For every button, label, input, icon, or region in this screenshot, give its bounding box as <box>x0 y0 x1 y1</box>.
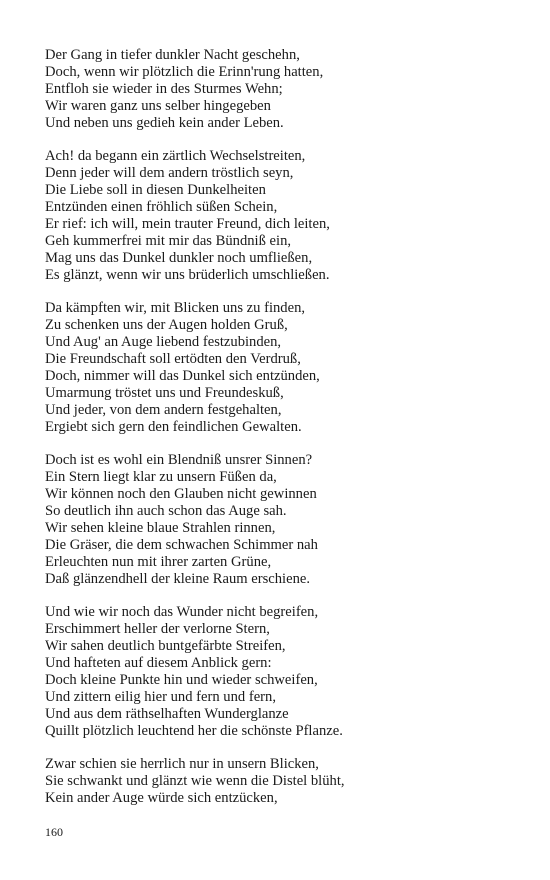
poem-line: Wir sehen kleine blaue Strahlen rinnen, <box>45 519 276 536</box>
poem-line: Ein Stern liegt klar zu unsern Füßen da, <box>45 469 277 486</box>
page-number: 160 <box>45 825 63 839</box>
poem-line: Und zittern eilig hier und fern und fern, <box>45 688 276 705</box>
poem-line: Mag uns das Dunkel dunkler noch umfließen, <box>45 249 313 266</box>
poem-line: Erleuchten nun mit ihrer zarten Grüne, <box>45 553 272 570</box>
poem-line: Und neben uns gedieh kein ander Leben. <box>45 114 284 131</box>
stanza-1 <box>45 47 525 131</box>
poem-line: Und aus dem räthselhaften Wunderglanze <box>45 705 289 722</box>
stanza-4 <box>45 452 525 587</box>
poem-line: Wir waren ganz uns selber hingegeben <box>45 97 271 114</box>
poem-line: Und jeder, von dem andern festgehalten, <box>45 401 282 418</box>
poem-line: Und hafteten auf diesem Anblick gern: <box>45 655 272 672</box>
poem-line: Zu schenken uns der Augen holden Gruß, <box>45 317 288 334</box>
poem-line: Da kämpften wir, mit Blicken uns zu finden, <box>45 300 306 317</box>
poem-line: Er rief: ich will, mein trauter Freund, dich leiten, <box>45 215 330 232</box>
stanza-5 <box>45 604 525 739</box>
poem-line: Sie schwankt und glänzt wie wenn die Distel blüht, <box>45 773 345 790</box>
poem-line: Ach! da begann ein zärtlich Wechselstreiten, <box>45 148 306 165</box>
poem-line: So deutlich ihn auch schon das Auge sah. <box>45 503 287 520</box>
poem-line: Doch, nimmer will das Dunkel sich entzünden, <box>45 367 320 384</box>
poem-text <box>45 47 525 824</box>
poem-line: Entzünden einen fröhlich süßen Schein, <box>45 199 278 216</box>
poem-line: Und wie wir noch das Wunder nicht begreifen, <box>45 604 319 621</box>
poem-line: Zwar schien sie herrlich nur in unsern Blicken, <box>45 756 319 773</box>
poem-line: Die Liebe soll in diesen Dunkelheiten <box>45 182 266 199</box>
poem-line: Und Aug' an Auge liebend festzubinden, <box>45 334 282 351</box>
poem-line: Die Gräser, die dem schwachen Schimmer nah <box>45 536 318 553</box>
stanza-6 <box>45 756 525 807</box>
poem-line: Doch ist es wohl ein Blendniß unsrer Sinnen? <box>45 452 313 469</box>
poem-line: Quillt plötzlich leuchtend her die schönste Pflanze. <box>45 722 343 739</box>
poem-line: Doch, wenn wir plötzlich die Erinn'rung hatten, <box>45 63 324 80</box>
poem-line: Ergiebt sich gern den feindlichen Gewalten. <box>45 418 302 435</box>
poem-line: Umarmung tröstet uns und Freundeskuß, <box>45 384 284 401</box>
poem-line: Kein ander Auge würde sich entzücken, <box>45 790 278 807</box>
poem-line: Der Gang in tiefer dunkler Nacht geschehn, <box>45 47 300 63</box>
poem-line: Daß glänzendhell der kleine Raum erschiene. <box>45 570 311 587</box>
poem-line: Es glänzt, wenn wir uns brüderlich umschließen. <box>45 266 330 283</box>
poem-line: Wir können noch den Glauben nicht gewinnen <box>45 486 317 503</box>
stanza-2 <box>45 148 525 283</box>
poem-line: Entfloh sie wieder in des Sturmes Wehn; <box>45 80 283 97</box>
poem-line: Denn jeder will dem andern tröstlich seyn, <box>45 165 294 182</box>
stanza-3 <box>45 300 525 435</box>
poem-line: Doch kleine Punkte hin und wieder schweifen, <box>45 671 318 688</box>
poem-line: Geh kummerfrei mit mir das Bündniß ein, <box>45 232 292 249</box>
poem-line: Die Freundschaft soll ertödten den Verdruß, <box>45 351 301 368</box>
poem-line: Erschimmert heller der verlorne Stern, <box>45 621 270 638</box>
poem-line: Wir sahen deutlich buntgefärbte Streifen, <box>45 638 286 655</box>
